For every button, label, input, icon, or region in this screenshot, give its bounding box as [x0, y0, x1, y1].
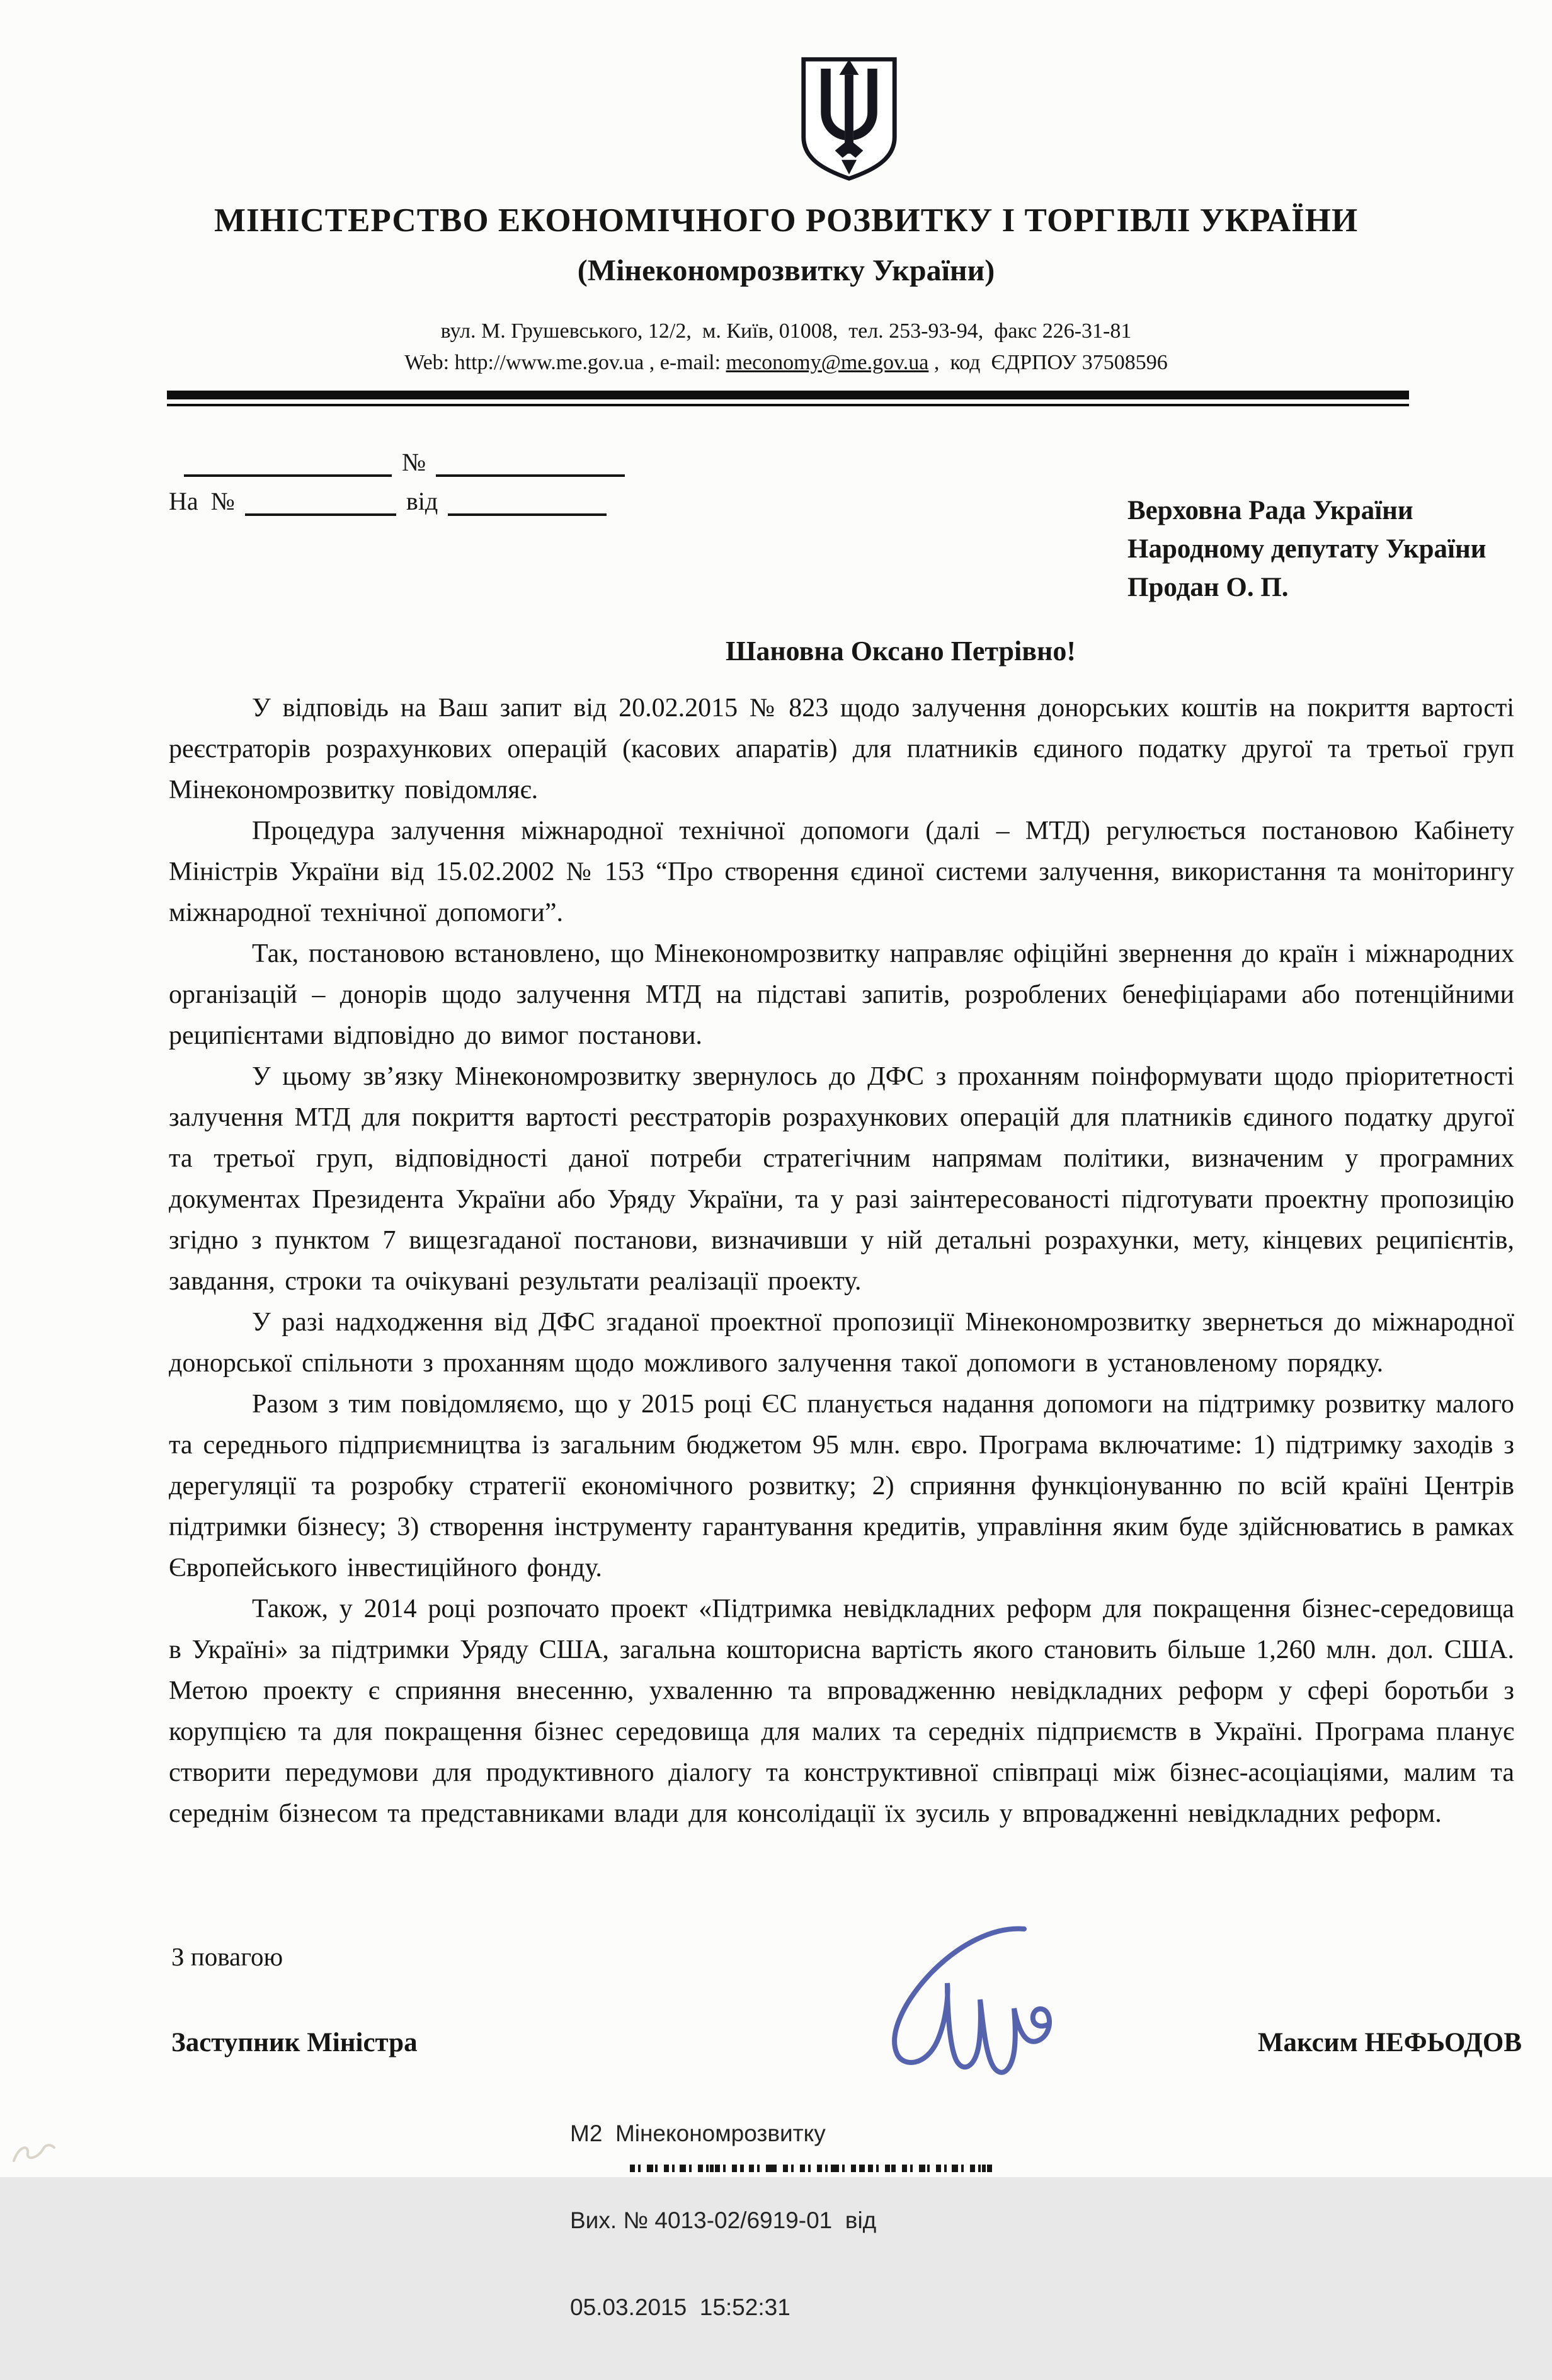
blank-incoming-date-field: [448, 487, 607, 516]
stamp-org-line: М2 Мінекономрозвитку: [570, 2120, 826, 2146]
blank-incoming-number-field: [245, 487, 396, 516]
ministry-name: МІНІСТЕРСТВО ЕКОНОМІЧНОГО РОЗВИТКУ І ТОРГІВЛІ УКРАЇНИ: [214, 202, 1359, 239]
handwritten-signature-icon: [855, 1920, 1070, 2097]
vid-label: від: [406, 487, 438, 515]
paragraph: Разом з тим повідомляємо, що у 2015 році ЄС планується надання допомоги на підтримку розвитку малого та середнього підприємництва із загальним бюджетом 95 млн. євро. Програма включатиме: 1) підтримку заходів з дерегуляції та розробку стратегії економічного розвитку; 2) сприяння функціонуванню по всій країні Центрів підтримки бізнесу; 3) створення інструменту гарантування кредитів, управління яким буде здійснюватись в рамках Європейського інвестиційного фонду.: [169, 1390, 1514, 1582]
paragraph: У разі надходження від ДФС згаданої проектної пропозиції Мінекономрозвитку звернеться до міжнародної донорської спільноти з проханням щодо можливого залучення такої допомоги в установленому порядку.: [169, 1308, 1514, 1378]
ukraine-trident-emblem: [795, 54, 903, 183]
contact-line: [112, 351, 1460, 375]
paragraph: У відповідь на Ваш запит від 20.02.2015 № 823 щодо залучення донорських коштів на покриття вартості реєстраторів розрахункових операцій (касових апаратів) для платників єдиного податку другої та третьої груп Мінекономрозвитку повідомляє.: [169, 694, 1514, 804]
web-label: Web: http://www.me.gov.ua , e-mail:: [404, 351, 726, 374]
blank-outgoing-number-field: [436, 448, 625, 477]
salutation: Шановна Оксано Петрівно!: [726, 636, 1076, 667]
incoming-number-line: [169, 486, 607, 516]
blank-outgoing-date-field: [184, 448, 392, 477]
recipient-block: [1127, 491, 1486, 607]
outgoing-number-line: [184, 447, 625, 477]
email-text: meconomy@me.gov.ua: [726, 351, 929, 374]
ministry-short-name: (Мінекономрозвитку України): [577, 254, 995, 287]
letter-body: [169, 688, 1514, 1834]
paragraph: Так, постановою встановлено, що Мінекономрозвитку направляє офіційні звернення до країн і міжнародних організацій – донорів щодо залучення МТД на підставі запитів, розроблених бенефіціарами або потенційними реципієнтами відповідно до вимог постанови.: [169, 939, 1514, 1050]
signer-title: Заступник Міністра: [171, 2028, 418, 2057]
paragraph: Також, у 2014 році розпочато проект «Підтримка невідкладних реформ для покращення бізнес-середовища в Україні» за підтримки Уряду США, загальна кошторисна вартість якого становить більше 1,260 млн. дол. США. Метою проекту є сприяння внесенню, ухваленню та впровадженню невідкладних реформ у сфері боротьби з корупцією та для покращення бізнес середовища для малих та середніх підприємств в Україні. Програма планує створити передумови для продуктивного діалогу та конструктивної співпраці між бізнес-асоціаціями, малим та середнім бізнесом та представниками влади для консолідації їх зусиль у впровадженні невідкладних реформ.: [169, 1594, 1514, 1828]
stamp-datetime-line: 05.03.2015 15:52:31: [570, 2294, 790, 2320]
address-line: вул. М. Грушевського, 12/2, м. Київ, 01008, тел. 253-93-94, факс 226-31-81: [440, 319, 1132, 343]
number-sign: №: [402, 448, 426, 476]
signer-name: Максим НЕФЬОДОВ: [1257, 2028, 1522, 2057]
recipient-line: Верховна Рада України: [1127, 496, 1413, 525]
pencil-mark-icon: [10, 2137, 67, 2172]
paragraph: У цьому зв’язку Мінекономрозвитку звернулось до ДФС з проханням поінформувати щодо пріоритетності залучення МТД для покриття вартості реєстраторів розрахункових операцій для платників єдиного податку другої та третьої груп, відповідності даної потреби стратегічним напрямам політики, визначеним у програмних документах Президента України або Уряду України, та у разі заінтересованості підготувати проектну пропозицію згідно з пунктом 7 вищезгаданої постанови, визначивши у ній детальні розрахунки, мету, кінцевих реципієнтів, завдання, строки та очікувані результати реалізації проекту.: [169, 1062, 1514, 1296]
na-number-label: На №: [169, 487, 235, 515]
closing-regards: З повагою: [171, 1942, 283, 1971]
recipient-line: Народному депутату України: [1127, 534, 1486, 564]
paragraph: Процедура залучення міжнародної технічної допомоги (далі – МТД) регулюється постановою Кабінету Міністрів України від 15.02.2002 № 153 “Про створення єдиної системи залучення, використання та моніторингу міжнародної технічної допомоги”.: [169, 816, 1514, 927]
stamp-number-line: Вих. № 4013-02/6919-01 від: [570, 2207, 877, 2233]
registration-stamp: [570, 2061, 876, 2380]
recipient-line: Продан О. П.: [1127, 573, 1289, 602]
barcode-icon: [630, 2165, 994, 2172]
letterhead-rule-thick: [167, 391, 1409, 399]
letterhead-rule-thin: [167, 404, 1409, 406]
edrpou-label: , код ЄДРПОУ 37508596: [928, 351, 1168, 374]
